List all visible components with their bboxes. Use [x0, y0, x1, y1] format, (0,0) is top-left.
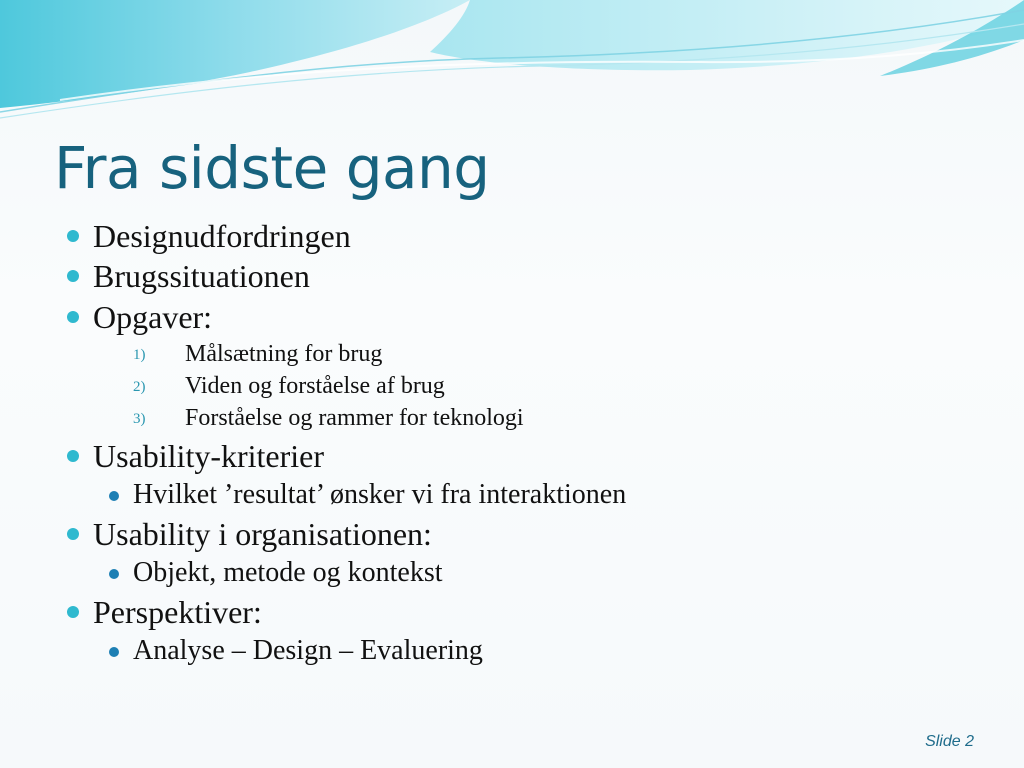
- slide-number: Slide 2: [925, 733, 974, 750]
- bullet-text: Designudfordringen: [93, 218, 351, 254]
- bullet-dot-icon: [67, 270, 79, 282]
- sub-bullet-item: [133, 633, 483, 669]
- bullet-dot-icon: [67, 450, 79, 462]
- bullet-text: Usability i organisationen:: [93, 516, 432, 552]
- bullet-text: Brugssituationen: [93, 258, 310, 294]
- bullet-item: [93, 592, 262, 632]
- numbered-sub-item: [133, 402, 524, 434]
- sub-bullet-dot-icon: [109, 569, 119, 579]
- header-wave-decoration: [0, 0, 1024, 130]
- sub-bullet-item: [133, 555, 443, 591]
- bullet-text: Perspektiver:: [93, 594, 262, 630]
- bullet-item: [93, 514, 432, 554]
- sub-bullet-dot-icon: [109, 647, 119, 657]
- bullet-dot-icon: [67, 606, 79, 618]
- sub-item-text: Forståelse og rammer for teknologi: [185, 405, 524, 431]
- item-number: 3): [133, 411, 146, 427]
- sub-bullet-item: [133, 477, 626, 513]
- sub-bullet-dot-icon: [109, 491, 119, 501]
- sub-bullet-text: Analyse – Design – Evaluering: [133, 635, 483, 666]
- sub-item-text: Målsætning for brug: [185, 341, 383, 367]
- bullet-dot-icon: [67, 311, 79, 323]
- bullet-text: Usability-kriterier: [93, 438, 325, 474]
- sub-bullet-text: Objekt, metode og kontekst: [133, 557, 443, 588]
- bullet-item: [93, 216, 351, 256]
- sub-item-text: Viden og forståelse af brug: [185, 373, 445, 399]
- numbered-sub-item: [133, 370, 445, 402]
- bullet-dot-icon: [67, 230, 79, 242]
- numbered-sub-item: [133, 338, 383, 370]
- slide-title: Fra sidste gang: [54, 134, 490, 202]
- item-number: 1): [133, 347, 146, 363]
- sub-bullet-text: Hvilket ’resultat’ ønsker vi fra interaktionen: [133, 479, 627, 510]
- bullet-item: [93, 436, 324, 476]
- bullet-item: [93, 297, 212, 337]
- bullet-item: [93, 256, 310, 296]
- bullet-text: Opgaver:: [93, 299, 213, 335]
- item-number: 2): [133, 379, 146, 395]
- bullet-dot-icon: [67, 528, 79, 540]
